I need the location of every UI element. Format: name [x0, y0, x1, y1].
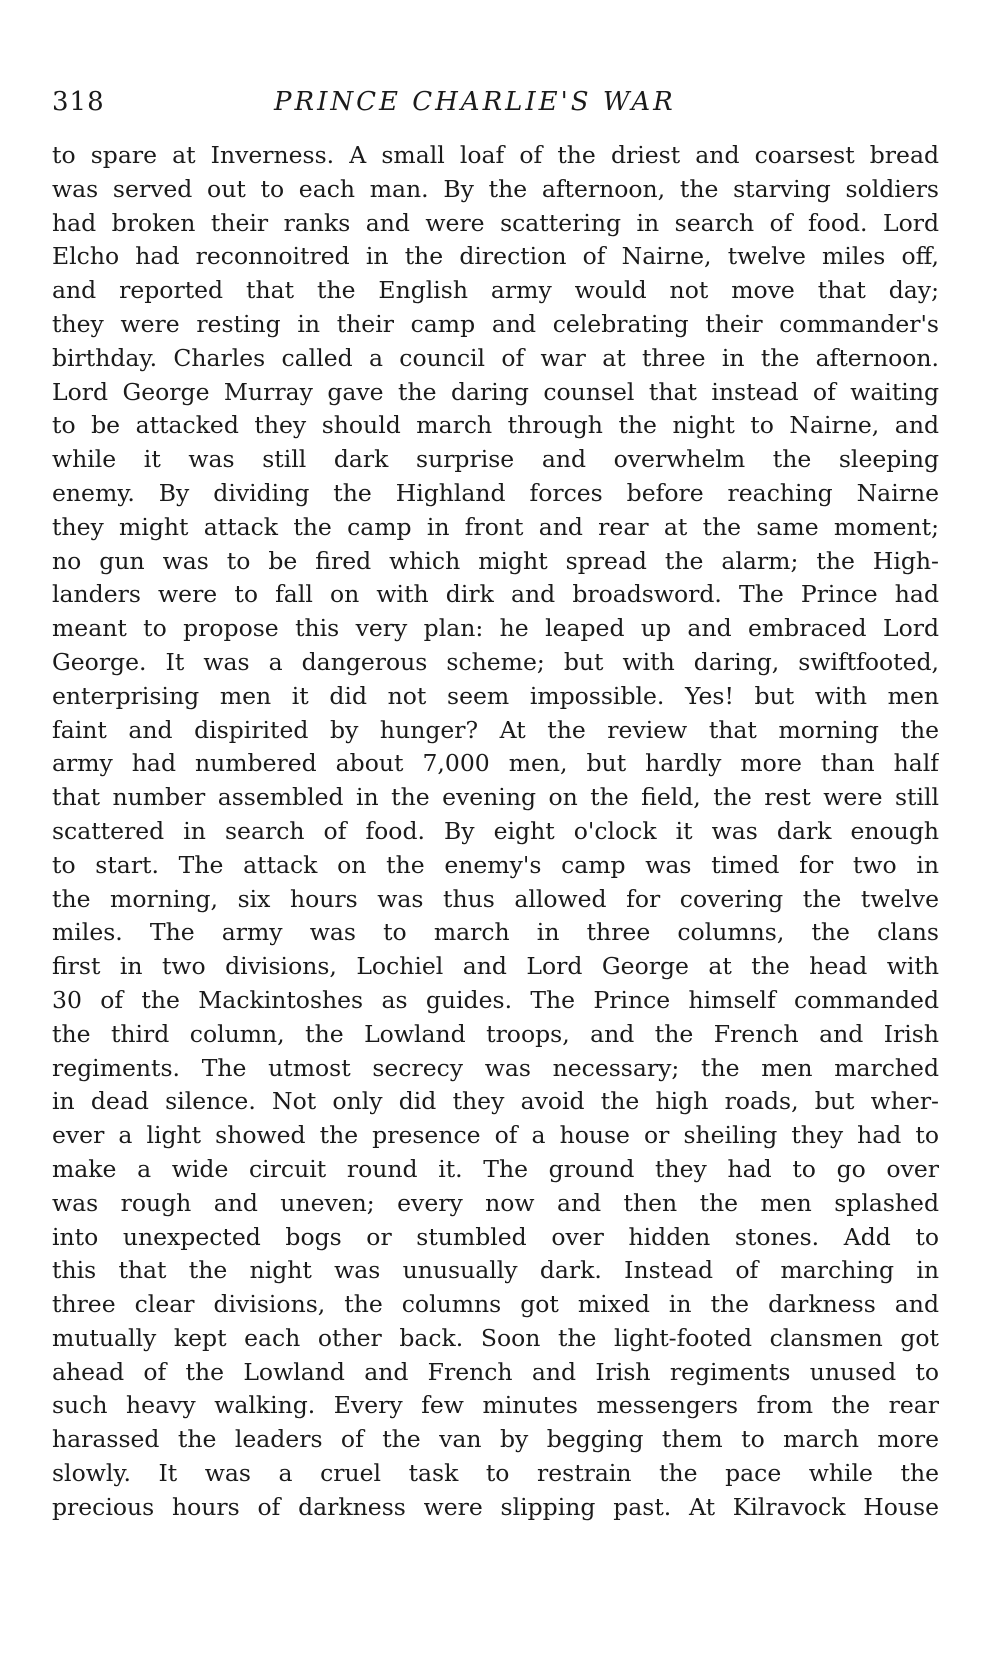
- text-line: harassed the leaders of the van by begging them to march more: [52, 1425, 939, 1454]
- text-line: was rough and uneven; every now and then the men splashed: [52, 1188, 939, 1217]
- text-line: precious hours of darkness were slipping past. At Kilravock House: [52, 1492, 939, 1521]
- text-line: scattered in search of food. By eight o'clock it was dark enough: [52, 816, 939, 845]
- text-line: ever a light showed the presence of a house or sheiling they had to: [52, 1121, 939, 1150]
- text-line: meant to propose this very plan: he leaped up and embraced Lord: [52, 614, 939, 643]
- text-line: miles. The army was to march in three columns, the clans: [52, 918, 939, 947]
- text-line: to start. The attack on the enemy's camp was timed for two in: [52, 850, 939, 879]
- text-line: that number assembled in the evening on the field, the rest were still: [52, 783, 939, 812]
- text-line: slowly. It was a cruel task to restrain the pace while the: [52, 1459, 939, 1488]
- text-line: they might attack the camp in front and rear at the same moment;: [52, 512, 939, 541]
- text-line: such heavy walking. Every few minutes messengers from the rear: [52, 1391, 939, 1420]
- text-line: had broken their ranks and were scattering in search of food. Lord: [52, 208, 939, 237]
- text-line: into unexpected bogs or stumbled over hidden stones. Add to: [52, 1222, 939, 1251]
- text-line: George. It was a dangerous scheme; but with daring, swiftfooted,: [52, 647, 939, 676]
- text-line: to be attacked they should march through the night to Nairne, and: [52, 411, 939, 440]
- text-line: this that the night was unusually dark. Instead of marching in: [52, 1256, 939, 1285]
- text-line: they were resting in their camp and celebrating their commander's: [52, 309, 939, 338]
- text-line: make a wide circuit round it. The ground they had to go over: [52, 1154, 939, 1183]
- text-line: first in two divisions, Lochiel and Lord George at the head with: [52, 952, 939, 981]
- text-line: the third column, the Lowland troops, and the French and Irish: [52, 1019, 939, 1048]
- text-line: in dead silence. Not only did they avoid the high roads, but wher-: [52, 1087, 939, 1116]
- text-line: Elcho had reconnoitred in the direction of Nairne, twelve miles off,: [52, 242, 939, 271]
- text-line: regiments. The utmost secrecy was necessary; the men marched: [52, 1053, 939, 1082]
- text-line: Lord George Murray gave the daring counsel that instead of waiting: [52, 377, 939, 406]
- running-title: PRINCE CHARLIE'S WAR: [274, 87, 676, 117]
- page-number: 318: [52, 87, 105, 117]
- text-line: and reported that the English army would not move that day;: [52, 276, 939, 305]
- text-line: faint and dispirited by hunger? At the review that morning the: [52, 715, 939, 744]
- text-line: the morning, six hours was thus allowed for covering the twelve: [52, 884, 939, 913]
- text-line: enemy. By dividing the Highland forces before reaching Nairne: [52, 478, 939, 507]
- text-line: while it was still dark surprise and overwhelm the sleeping: [52, 445, 939, 474]
- body-text: [52, 139, 939, 1525]
- text-line: no gun was to be fired which might spread the alarm; the High-: [52, 546, 939, 575]
- text-line: was served out to each man. By the afternoon, the starving soldiers: [52, 174, 939, 203]
- text-line: army had numbered about 7,000 men, but hardly more than half: [52, 749, 939, 778]
- text-line: 30 of the Mackintoshes as guides. The Prince himself commanded: [52, 985, 939, 1014]
- running-head: [52, 84, 946, 120]
- text-line: three clear divisions, the columns got mixed in the darkness and: [52, 1290, 939, 1319]
- text-line: birthday. Charles called a council of war at three in the afternoon.: [52, 343, 939, 372]
- text-line: ahead of the Lowland and French and Irish regiments unused to: [52, 1357, 939, 1386]
- text-line: enterprising men it did not seem impossible. Yes! but with men: [52, 681, 939, 710]
- text-line: mutually kept each other back. Soon the light-footed clansmen got: [52, 1323, 939, 1352]
- text-line: landers were to fall on with dirk and broadsword. The Prince had: [52, 580, 939, 609]
- text-line: to spare at Inverness. A small loaf of the driest and coarsest bread: [52, 141, 939, 169]
